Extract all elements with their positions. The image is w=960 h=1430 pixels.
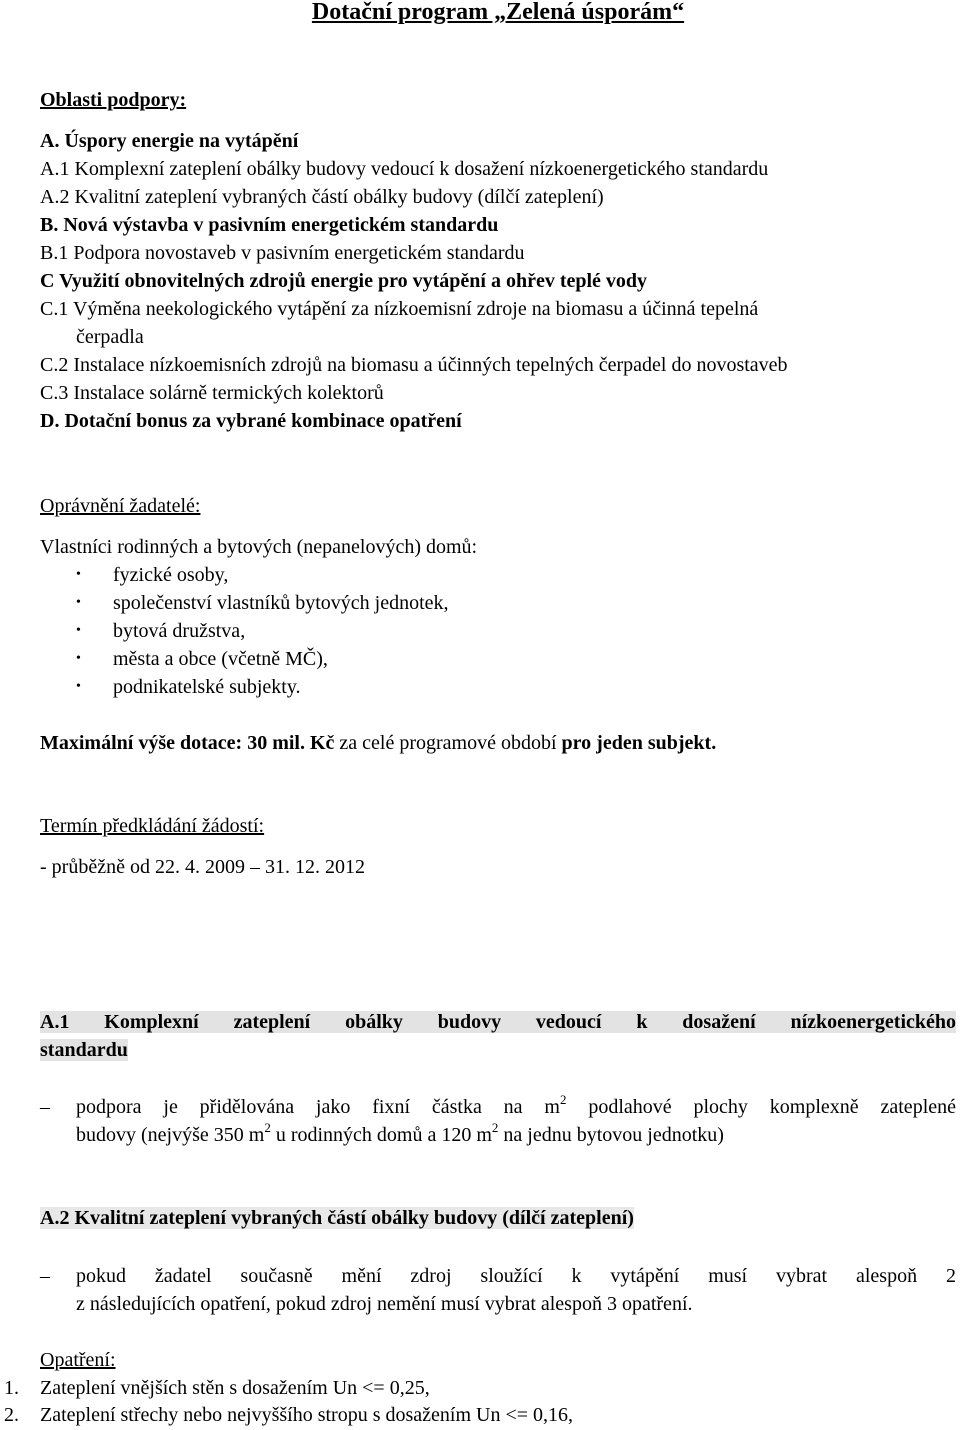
list-item: • bytová družstva, bbox=[40, 617, 449, 645]
area-c2: C.2 Instalace nízkoemisních zdrojů na biomasu a účinných tepelných čerpadel do novostaveb bbox=[40, 354, 788, 376]
applicants-heading: Oprávnění žadatelé: bbox=[40, 495, 201, 517]
measure-number: 2. bbox=[4, 1404, 19, 1426]
area-d-heading: D. Dotační bonus za vybrané kombinace opatření bbox=[40, 410, 462, 432]
superscript: 2 bbox=[559, 1092, 567, 1107]
max-subsidy-subject: pro jeden subjekt. bbox=[561, 732, 717, 754]
area-a1: A.1 Komplexní zateplení obálky budovy vedoucí k dosažení nízkoenergetického standardu bbox=[40, 158, 769, 180]
section-a1-heading bbox=[40, 1008, 956, 1064]
area-c1: C.1 Výměna neekologického vytápění za nízkoemisní zdroje na biomasu a účinná tepelná bbox=[40, 298, 759, 320]
max-subsidy-period: za celé programové období bbox=[339, 732, 557, 754]
section-a2-line2: z následujících opatření, pokud zdroj nemění musí vybrat alespoň 3 opatření. bbox=[76, 1293, 693, 1315]
list-item: • města a obce (včetně MČ), bbox=[40, 645, 449, 673]
max-subsidy bbox=[40, 729, 716, 757]
list-item: • společenství vlastníků bytových jednotek, bbox=[40, 589, 449, 617]
measure-item bbox=[4, 1401, 574, 1429]
areas-heading: Oblasti podpory: bbox=[40, 89, 187, 111]
max-subsidy-amount: Maximální výše dotace: 30 mil. bbox=[40, 732, 305, 754]
section-a1-text bbox=[76, 1093, 956, 1149]
area-c3: C.3 Instalace solárně termických kolektorů bbox=[40, 382, 384, 404]
area-a-heading: A. Úspory energie na vytápění bbox=[40, 130, 299, 152]
measure-text: Zateplení vnějších stěn s dosažením Un <= 0,25, bbox=[40, 1377, 430, 1399]
section-a2-heading bbox=[40, 1204, 634, 1232]
text-fragment: podpora je přidělována jako fixní částka na m bbox=[76, 1096, 560, 1118]
list-item: • podnikatelské subjekty. bbox=[40, 673, 449, 701]
area-b-heading: B. Nová výstavba v pasivním energetickém standardu bbox=[40, 214, 499, 236]
document-title: Dotační program „Zelená úsporám“ bbox=[311, 0, 685, 25]
dash-marker: – bbox=[40, 1096, 50, 1118]
text-fragment: budovy (nejvýše 350 m bbox=[76, 1124, 265, 1146]
max-subsidy-currency: Kč bbox=[309, 732, 335, 754]
text-fragment: na jednu bytovou jednotku) bbox=[503, 1124, 724, 1146]
section-a2-heading-text: A.2 Kvalitní zateplení vybraných částí obálky budovy (dílčí zateplení) bbox=[40, 1207, 634, 1229]
superscript: 2 bbox=[264, 1120, 271, 1135]
section-a1-heading-line2: standardu bbox=[40, 1039, 128, 1061]
text-fragment: podlahové plochy komplexně zateplené bbox=[588, 1096, 956, 1118]
text-fragment: u rodinných domů a 120 m bbox=[275, 1124, 492, 1146]
applicants-intro: Vlastníci rodinných a bytových (nepanelových) domů: bbox=[40, 536, 478, 558]
deadline-text: - průběžně od 22. 4. 2009 – 31. 12. 2012 bbox=[40, 856, 365, 878]
measure-number: 1. bbox=[4, 1377, 19, 1399]
section-a1-heading-line1: A.1 Komplexní zateplení obálky budovy vedoucí k dosažení nízkoenergetického bbox=[40, 1011, 956, 1033]
area-c-heading: C Využití obnovitelných zdrojů energie pro vytápění a ohřev teplé vody bbox=[40, 270, 648, 292]
section-a2-text bbox=[76, 1262, 956, 1318]
measures-heading: Opatření: bbox=[40, 1349, 116, 1371]
deadline-heading: Termín předkládání žádostí: bbox=[40, 815, 265, 837]
applicants-list bbox=[40, 561, 449, 701]
dash-marker: – bbox=[40, 1265, 50, 1287]
list-item: • fyzické osoby, bbox=[40, 561, 449, 589]
area-a2: A.2 Kvalitní zateplení vybraných částí obálky budovy (dílčí zateplení) bbox=[40, 186, 604, 208]
superscript: 2 bbox=[491, 1120, 499, 1135]
area-c1-continued: čerpadla bbox=[76, 326, 144, 348]
section-a2-line1: pokud žadatel současně mění zdroj sloužící k vytápění musí vybrat alespoň 2 bbox=[76, 1265, 956, 1287]
measure-text: Zateplení střechy nebo nejvyššího stropu s dosažením Un <= 0,16, bbox=[40, 1404, 574, 1426]
area-b1: B.1 Podpora novostaveb v pasivním energetickém standardu bbox=[40, 242, 525, 264]
measure-item bbox=[4, 1374, 430, 1402]
